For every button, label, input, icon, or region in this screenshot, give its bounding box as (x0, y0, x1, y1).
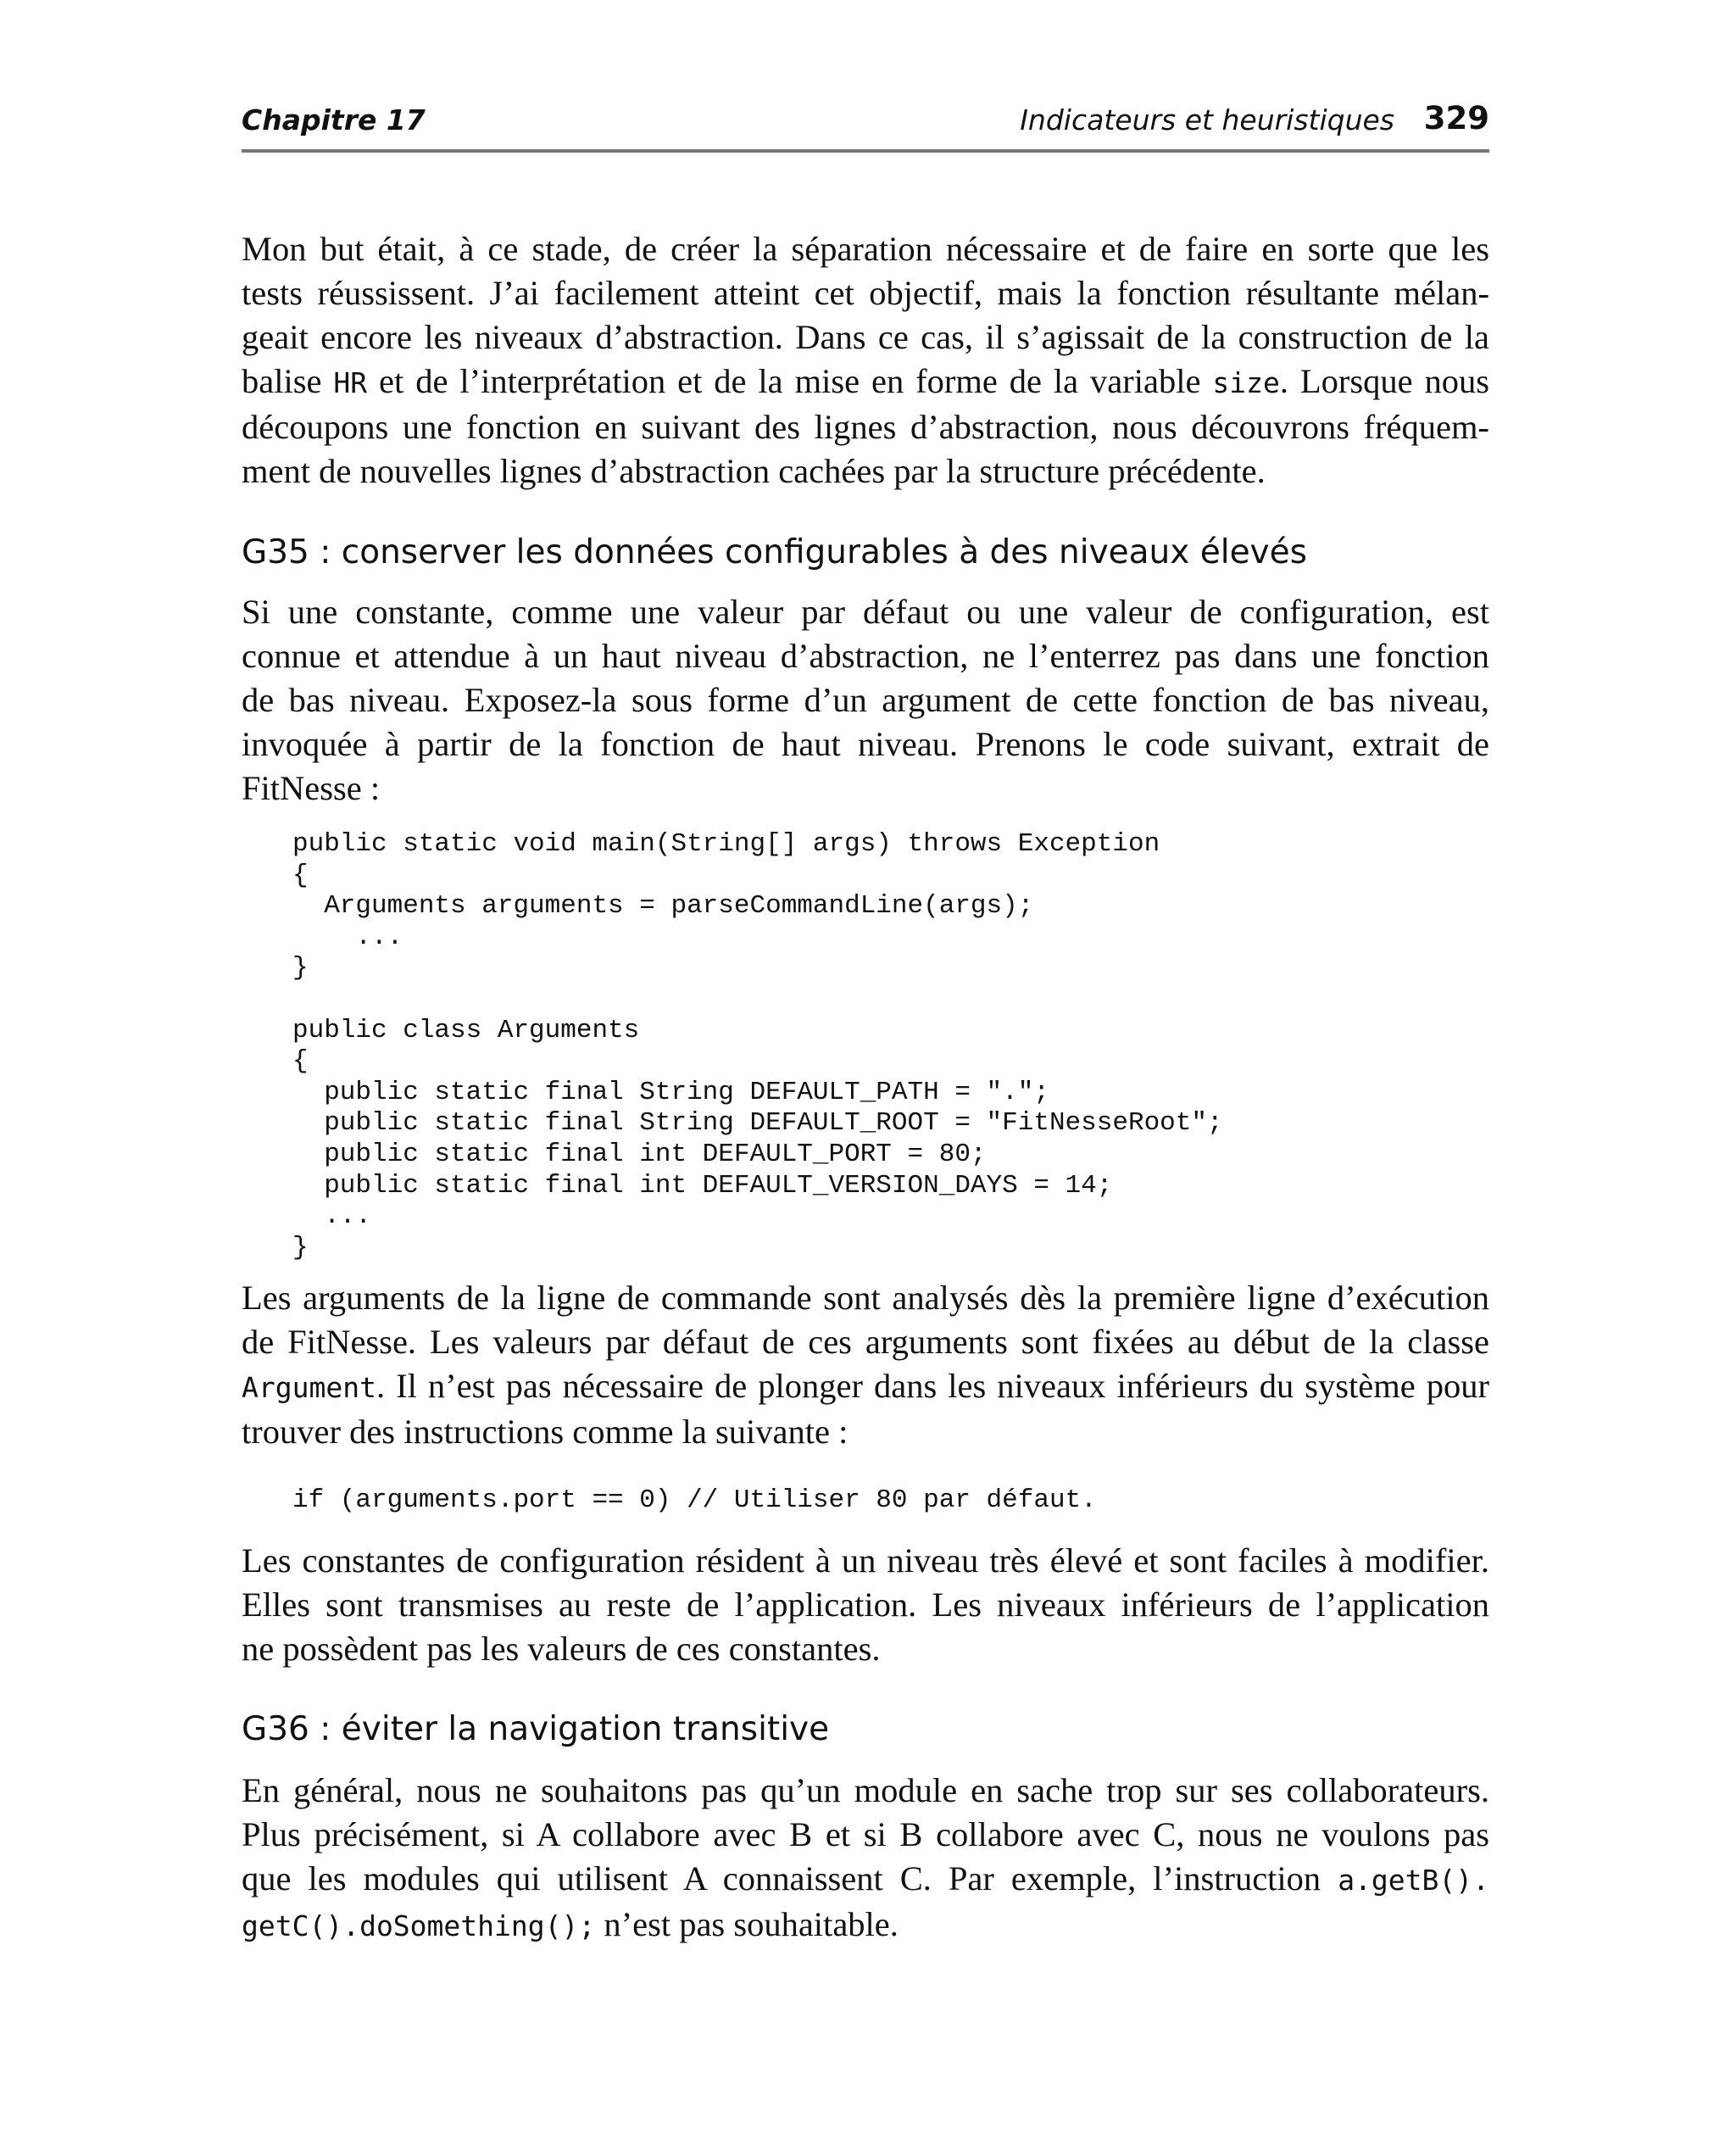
text-run: . Lorsque nous (1279, 362, 1490, 400)
g35-paragraph-3 (242, 1539, 1489, 1671)
text-line: tests réussissent. J’ai facilement atteint cet objectif, mais la fonction résultante mélan- (242, 274, 1489, 312)
header-rule (242, 149, 1489, 153)
inline-code: Argument (242, 1371, 376, 1404)
section-heading-g36: G36 : éviter la navigation transitive (242, 1710, 830, 1748)
section-heading-g35: G35 : conserver les données configurables à des niveaux élevés (242, 533, 1307, 571)
text-line: connue et attendue à un haut niveau d’abstraction, ne l’enterrez pas dans une fonction (242, 637, 1489, 675)
text-run: . Il n’est pas nécessaire de plonger dans les niveaux inférieurs du système pour (376, 1367, 1489, 1405)
text-line: de FitNesse. Les valeurs par défaut de ces arguments sont fixées au début de la classe (242, 1323, 1489, 1361)
inline-code: a.getB(). (1338, 1864, 1489, 1897)
text-run: balise (242, 362, 334, 400)
text-line: Les constantes de configuration résident à un niveau très élevé et sont faciles à modifier. (242, 1541, 1489, 1580)
text-line: geait encore les niveaux d’abstraction. Dans ce cas, il s’agissait de la construction de la (242, 318, 1489, 356)
text-line: Mon but était, à ce stade, de créer la séparation nécessaire et de faire en sorte que les (242, 230, 1489, 268)
inline-code: HR (333, 366, 368, 399)
text-line: En général, nous ne souhaitons pas qu’un module en sache trop sur ses collaborateurs. (242, 1771, 1489, 1809)
text-line: trouver des instructions comme la suivante : (242, 1413, 849, 1451)
inline-code: size (1212, 366, 1280, 399)
text-line (242, 1364, 1489, 1410)
chapter-label: Chapitre 17 (242, 103, 426, 137)
g35-paragraph-1 (242, 590, 1489, 811)
code-listing-port-check: if (arguments.port == 0) // Utiliser 80 par défaut. (292, 1485, 1097, 1515)
text-line: de bas niveau. Exposez-la sous forme d’un argument de cette fonction de bas niveau, (242, 681, 1489, 719)
g35-paragraph-2 (242, 1276, 1489, 1454)
text-run: que les modules qui utilisent A connaissent C. Par exemple, l’instruction (242, 1859, 1338, 1898)
text-line: invoquée à partir de la fonction de haut niveau. Prenons le code suivant, extrait de (242, 725, 1489, 763)
page-number: 329 (1423, 100, 1489, 137)
text-line (242, 1903, 1489, 1948)
text-line: découpons une fonction en suivant des lignes d’abstraction, nous découvrons fréquem- (242, 408, 1489, 446)
text-line: Plus précisément, si A collabore avec B et si B collabore avec C, nous ne voulons pas (242, 1815, 1489, 1853)
text-run: n’est pas souhaitable. (595, 1905, 899, 1943)
text-line: FitNesse : (242, 769, 381, 807)
text-line: Si une constante, comme une valeur par défaut ou une valeur de configuration, est (242, 593, 1489, 631)
text-line: ment de nouvelles lignes d’abstraction cachées par la structure précédente. (242, 452, 1266, 490)
text-line: Les arguments de la ligne de commande sont analysés dès la première ligne d’exécution (242, 1279, 1489, 1317)
code-listing-arguments: public static void main(String[] args) throws Exception { Arguments arguments = parseCommandLine(args); ... } public class Arguments { public static final String DEFAULT_PATH = "."; public static final String DEFAULT_ROOT = "FitNesseRoot"; public static final int DEFAULT_PORT = 80; public static final int DEFAULT_VERSION_DAYS = 14; ... } (292, 829, 1223, 1262)
text-line: ne possèdent pas les valeurs de ces constantes. (242, 1630, 881, 1668)
intro-paragraph (242, 227, 1489, 493)
text-run: et de l’interprétation et de la mise en forme de la variable (367, 362, 1213, 400)
text-line: Elles sont transmises au reste de l’application. Les niveaux inférieurs de l’application (242, 1585, 1489, 1624)
text-line (242, 1857, 1489, 1903)
g36-paragraph (242, 1769, 1489, 1948)
section-title: Indicateurs et heuristiques (1020, 103, 1394, 137)
running-header (242, 100, 1489, 142)
text-line (242, 359, 1489, 405)
inline-code: getC().doSomething(); (242, 1909, 596, 1942)
